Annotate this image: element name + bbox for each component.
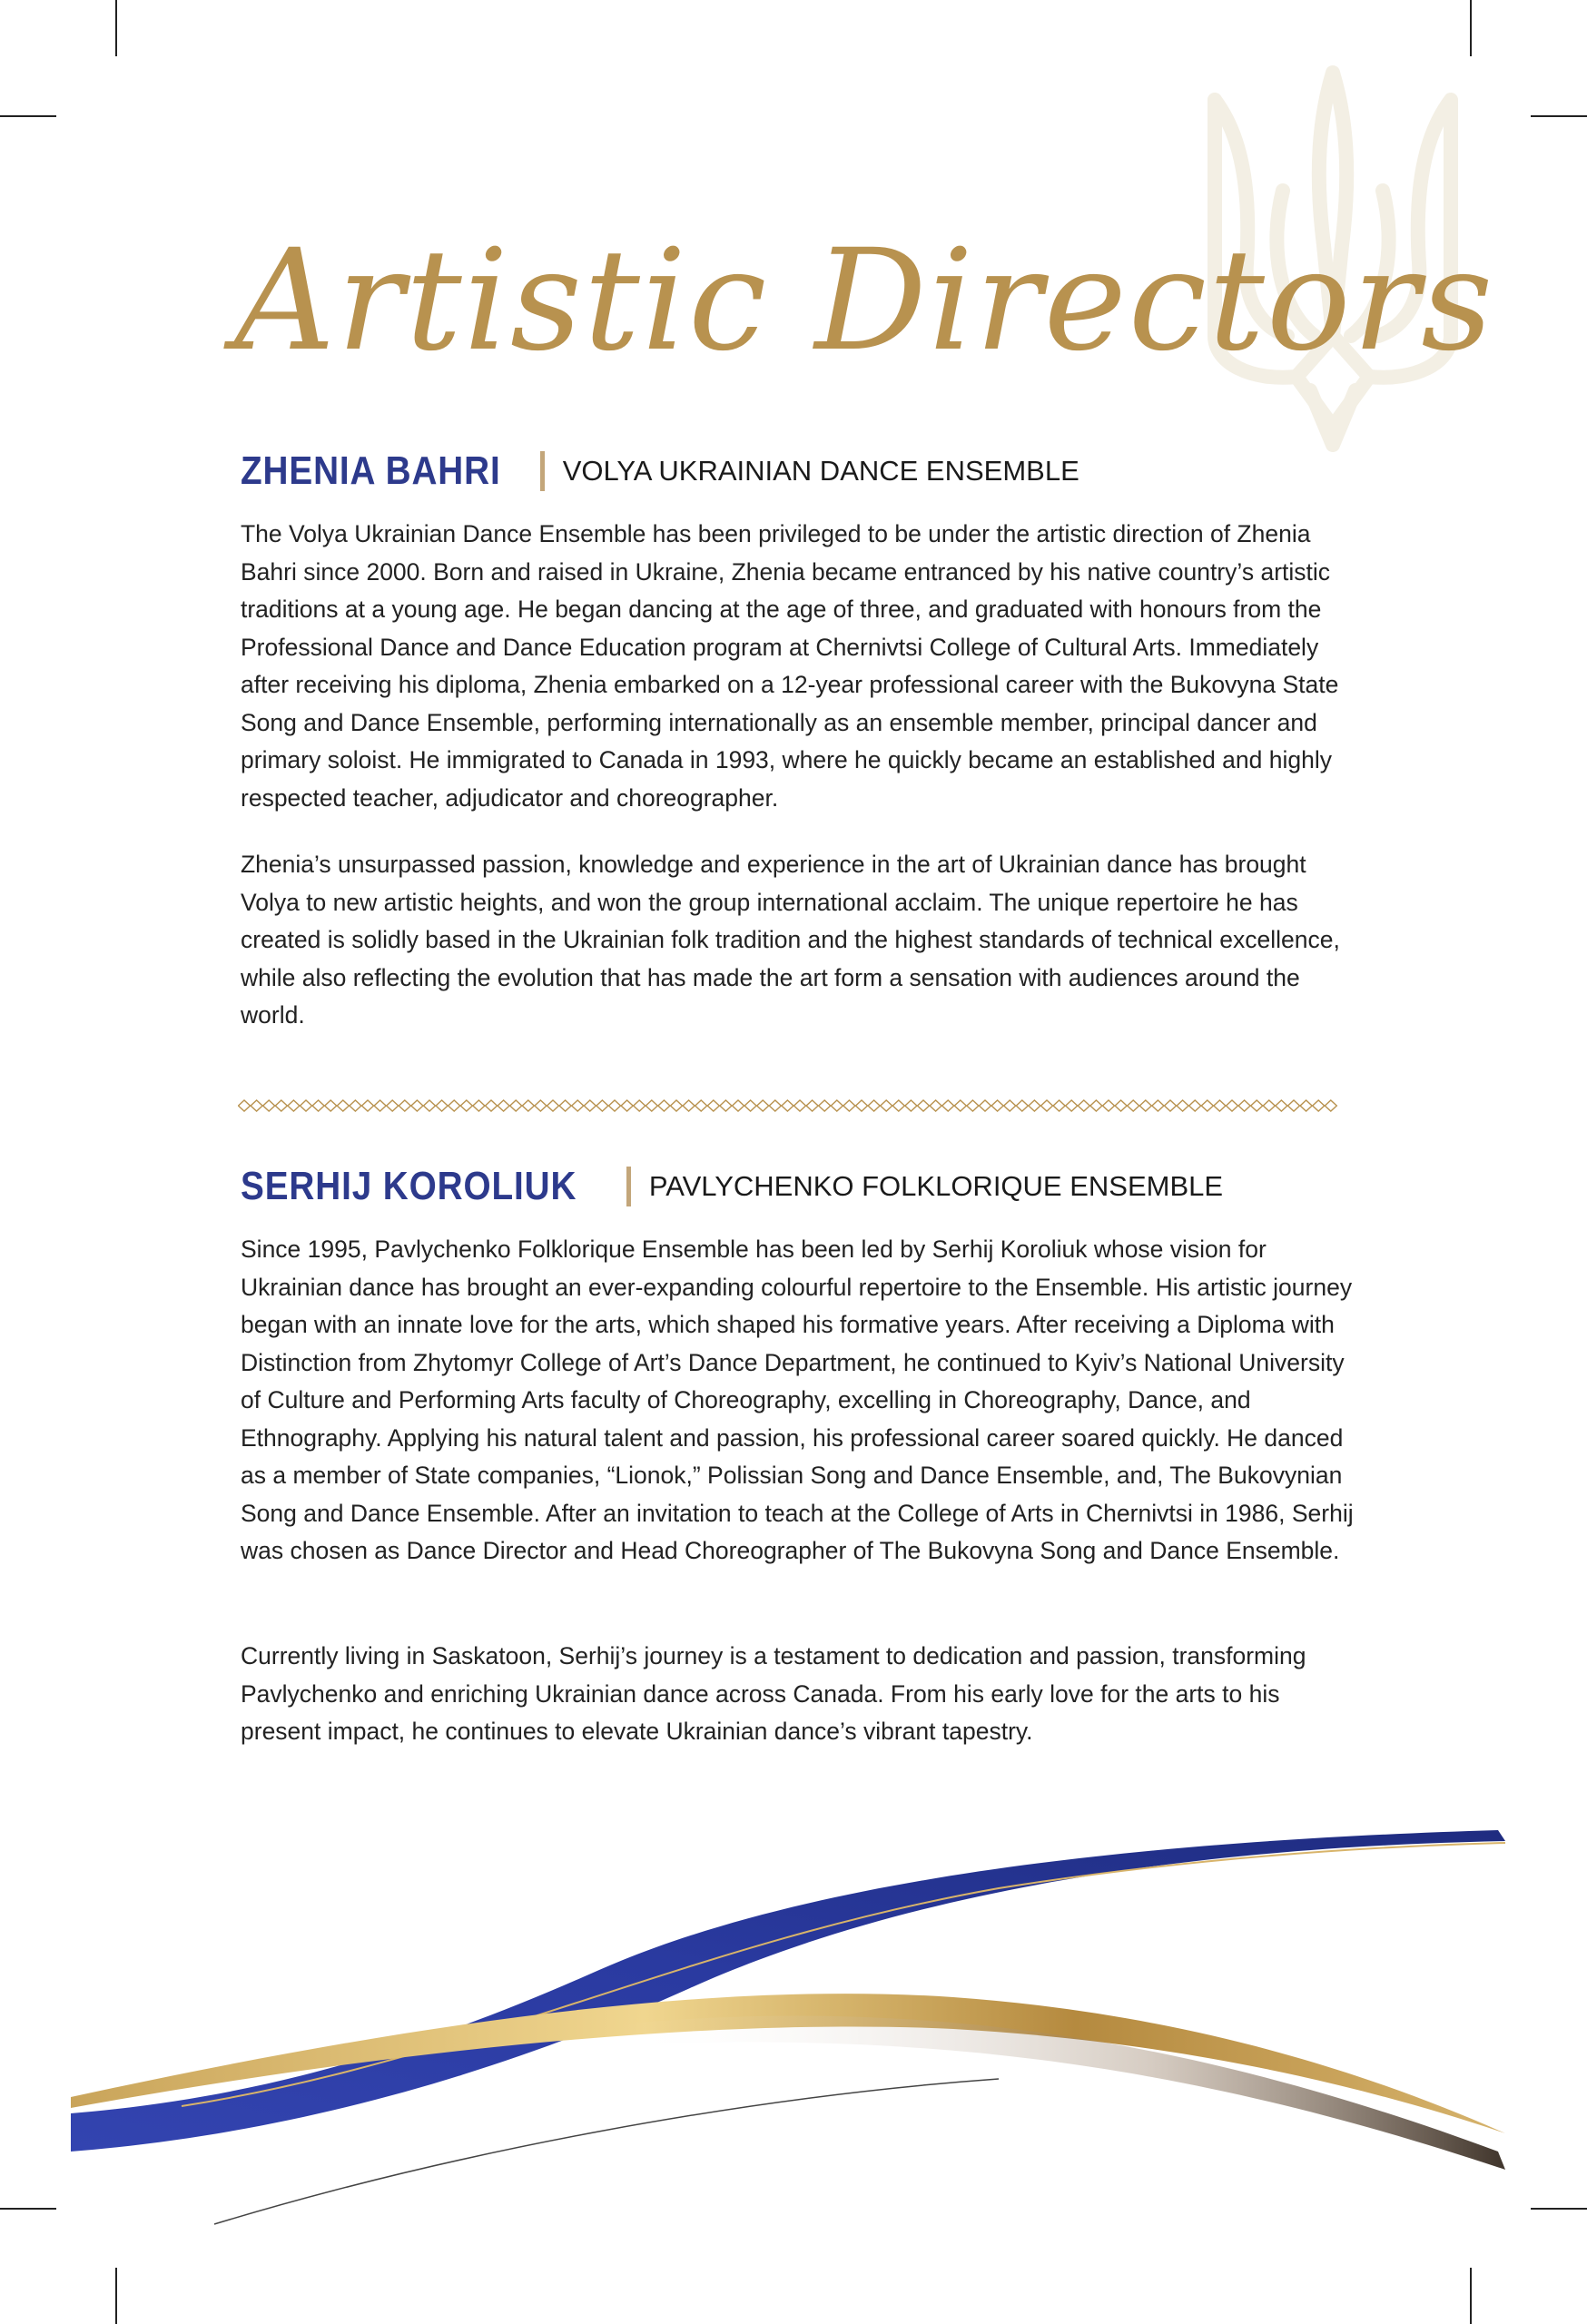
divider-diamond: [239, 1100, 251, 1111]
divider-diamond: [843, 1100, 855, 1111]
divider-diamond: [1152, 1100, 1164, 1111]
divider-diamond: [275, 1100, 287, 1111]
divider-diamond: [806, 1100, 818, 1111]
divider-diamond: [584, 1100, 596, 1111]
divider-diamond: [337, 1100, 349, 1111]
heading-separator: [540, 451, 545, 491]
crop-mark: [1470, 0, 1472, 56]
director-bio-paragraph: The Volya Ukrainian Dance Ensemble has been privileged to be under the artistic direction of Zhenia Bahri since 2000. Born and raised in Ukraine, Zhenia became entranced by his native country’s artistic traditions at a young age. He began dancing at the age of three, and graduated with honours from the Professional Dance and Dance Education program at Chernivtsi College of Cultural Arts. Immediately after receiving his diploma, Zhenia embarked on a 12-year professional career with the Bukovyna State Song and Dance Ensemble, performing internationally as an ensemble member, principal dancer and primary soloist. He immigrated to Canada in 1993, where he quickly became an established and highly respected teacher, adjudicator and choreographer.: [241, 520, 1339, 812]
divider-diamond: [967, 1100, 979, 1111]
divider-diamond: [905, 1100, 917, 1111]
divider-diamond: [1325, 1100, 1336, 1111]
divider-diamond: [918, 1100, 930, 1111]
ensemble-name: VOLYA UKRAINIAN DANCE ENSEMBLE: [562, 455, 1079, 487]
divider-diamond: [621, 1100, 633, 1111]
page-title: Artistic Directors: [234, 220, 1495, 382]
divider-diamond: [1300, 1100, 1312, 1111]
divider-diamond: [498, 1100, 509, 1111]
divider-diamond: [991, 1100, 1003, 1111]
divider-diamond: [1313, 1100, 1325, 1111]
divider-diamond: [362, 1100, 374, 1111]
director-heading: [241, 448, 1079, 494]
divider-diamond: [1128, 1100, 1139, 1111]
divider-diamond: [856, 1100, 868, 1111]
divider-diamond: [399, 1100, 410, 1111]
divider-diamond: [881, 1100, 892, 1111]
divider-diamond: [1103, 1100, 1115, 1111]
director-name: SERHIJ KOROLIUK: [241, 1164, 577, 1208]
divider-diamond: [424, 1100, 436, 1111]
divider-diamond: [1078, 1100, 1089, 1111]
divider-diamond: [596, 1100, 608, 1111]
divider-diamond: [1251, 1100, 1263, 1111]
divider-diamond: [707, 1100, 719, 1111]
divider-diamond: [312, 1100, 324, 1111]
divider-diamond: [892, 1100, 904, 1111]
divider-diamond: [782, 1100, 794, 1111]
divider-diamond: [325, 1100, 337, 1111]
divider-diamond: [572, 1100, 584, 1111]
director-name: ZHENIA BAHRI: [241, 448, 501, 493]
divider-diamond: [411, 1100, 423, 1111]
divider-diamond: [1227, 1100, 1238, 1111]
divider-diamond: [720, 1100, 732, 1111]
director-heading: [241, 1164, 1223, 1209]
divider-diamond: [1115, 1100, 1127, 1111]
crop-mark: [1470, 2268, 1472, 2324]
divider-diamond: [658, 1100, 670, 1111]
divider-diamond: [794, 1100, 806, 1111]
divider-diamond: [744, 1100, 756, 1111]
divider-diamond: [671, 1100, 683, 1111]
divider-diamond: [1090, 1100, 1102, 1111]
divider-diamond: [1004, 1100, 1016, 1111]
heading-separator: [626, 1167, 631, 1206]
divider-diamond: [683, 1100, 695, 1111]
blue-gold-swoosh: [0, 1807, 1587, 2233]
divider-diamond: [486, 1100, 498, 1111]
divider-diamond: [1276, 1100, 1287, 1111]
divider-diamond: [646, 1100, 657, 1111]
divider-diamond: [436, 1100, 448, 1111]
divider-diamond: [1029, 1100, 1040, 1111]
divider-diamond: [757, 1100, 769, 1111]
divider-diamond: [1238, 1100, 1250, 1111]
director-bio-paragraph: Since 1995, Pavlychenko Folklorique Ensemble has been led by Serhij Koroliuk whose vision for Ukrainian dance has brought an ever-expanding colourful repertoire to the Ensemble. His artistic journey began with an innate love for the arts, which shaped his formative years. After receiving a Diploma with Distinction from Zhytomyr College of Art’s Dance Department, he continued to Kyiv’s National University of Culture and Performing Arts faculty of Choreography, excelling in Choreography, Dance, and Ethnography. Applying his natural talent and passion, his professional career soared quickly. He danced as a member of State companies, “Lionok,” Polissian Song and Dance Ensemble, and, The Bukovynian Song and Dance Ensemble. After an invitation to teach at the College of Arts in Chernivtsi in 1986, Serhij was chosen as Dance Director and Head Choreographer of The Bukovyna Song and Dance Ensemble.: [241, 1236, 1354, 1564]
divider-diamond: [510, 1100, 522, 1111]
director-bio-paragraph: Currently living in Saskatoon, Serhij’s journey is a testament to dedication and passion, transforming Pavlychenko and enriching Ukrainian dance across Canada. From his early love for the arts to his present impact, he continues to elevate Ukrainian dance’s vibrant tapestry.: [241, 1642, 1306, 1745]
divider-diamond: [1053, 1100, 1065, 1111]
divider-diamond: [733, 1100, 744, 1111]
divider-diamond: [1016, 1100, 1028, 1111]
divider-diamond: [350, 1100, 361, 1111]
divider-diamond: [1288, 1100, 1300, 1111]
divider-diamond: [535, 1100, 547, 1111]
divider-diamond: [1066, 1100, 1078, 1111]
crop-mark: [0, 115, 56, 117]
crop-mark: [115, 0, 117, 56]
divider-diamond: [301, 1100, 312, 1111]
divider-diamond: [1041, 1100, 1053, 1111]
divider-diamond: [1189, 1100, 1201, 1111]
divider-diamond: [374, 1100, 386, 1111]
divider-diamond: [460, 1100, 472, 1111]
divider-diamond: [819, 1100, 831, 1111]
divider-diamond: [930, 1100, 941, 1111]
crop-mark: [115, 2268, 117, 2324]
divider-diamond: [634, 1100, 646, 1111]
diamond-chain-divider: [238, 1097, 1347, 1115]
divider-diamond: [288, 1100, 300, 1111]
divider-diamond: [609, 1100, 621, 1111]
divider-diamond: [1177, 1100, 1188, 1111]
divider-diamond: [1165, 1100, 1177, 1111]
crop-mark: [1531, 115, 1587, 117]
divider-diamond: [980, 1100, 991, 1111]
divider-diamond: [473, 1100, 485, 1111]
divider-diamond: [387, 1100, 399, 1111]
divider-diamond: [448, 1100, 460, 1111]
divider-diamond: [1214, 1100, 1226, 1111]
director-bio-paragraph: Zhenia’s unsurpassed passion, knowledge and experience in the art of Ukrainian dance has brought Volya to new artistic heights, and won the group international acclaim. The unique repertoire he has created is solidly based in the Ukrainian folk tradition and the highest standards of technical excellence, while also reflecting the evolution that has made the art form a sensation with audiences around the world.: [241, 851, 1340, 1029]
divider-diamond: [263, 1100, 275, 1111]
divider-diamond: [1263, 1100, 1275, 1111]
divider-diamond: [868, 1100, 880, 1111]
ensemble-name: PAVLYCHENKO FOLKLORIQUE ENSEMBLE: [648, 1170, 1224, 1202]
divider-diamond: [1139, 1100, 1151, 1111]
divider-diamond: [831, 1100, 843, 1111]
divider-diamond: [954, 1100, 966, 1111]
divider-diamond: [695, 1100, 707, 1111]
divider-diamond: [559, 1100, 571, 1111]
divider-diamond: [547, 1100, 559, 1111]
divider-diamond: [769, 1100, 781, 1111]
divider-diamond: [522, 1100, 534, 1111]
divider-diamond: [1201, 1100, 1213, 1111]
divider-diamond: [942, 1100, 954, 1111]
divider-diamond: [251, 1100, 262, 1111]
